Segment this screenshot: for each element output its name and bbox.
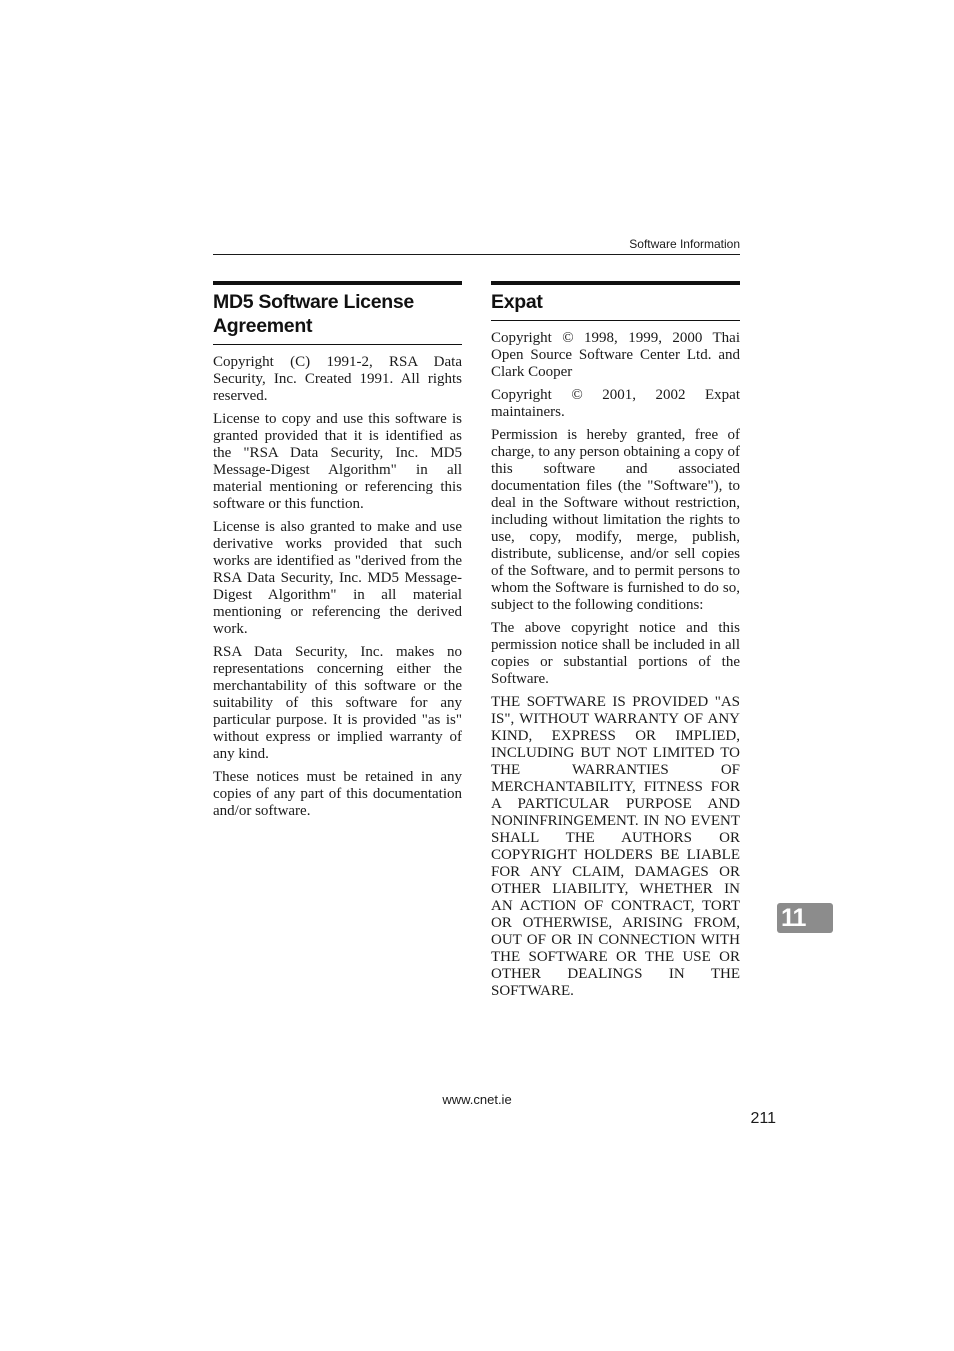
md5-paragraph-derivative: License is also granted to make and use derivative works provided that such works are identified as "derived from the RSA Data Security, Inc. MD5 Message-Digest Algorithm" in all material mentioning or referencing the derived work. xyxy=(213,519,462,637)
header-rule xyxy=(213,254,740,255)
md5-section-title xyxy=(213,281,462,345)
md5-title-line-1: MD5 Software License xyxy=(213,291,414,313)
expat-section-title xyxy=(491,281,740,321)
expat-paragraph-warranty: THE SOFTWARE IS PROVIDED "AS IS", WITHOUT WARRANTY OF ANY KIND, EXPRESS OR IMPLIED, INCLUDING BUT NOT LIMITED TO THE WARRANTIES OF MERCHANTABILITY, FITNESS FOR A PARTICULAR PURPOSE AND NONINFRINGEMENT. IN NO EVENT SHALL THE AUTHORS OR COPYRIGHT HOLDERS BE LIABLE FOR ANY CLAIM, DAMAGES OR OTHER LIABILITY, WHETHER IN AN ACTION OF CONTRACT, TORT OR OTHERWISE, ARISING FROM, OUT OF OR IN CONNECTION WITH THE SOFTWARE OR THE USE OR OTHER DEALINGS IN THE SOFTWARE. xyxy=(491,694,740,999)
expat-paragraph-copyright-1: Copyright © 1998, 1999, 2000 Thai Open Source Software Center Ltd. and Clark Cooper xyxy=(491,330,740,380)
expat-paragraph-notice: The above copyright notice and this permission notice shall be included in all copies or substantial portions of the Software. xyxy=(491,620,740,687)
md5-paragraph-notices: These notices must be retained in any copies of any part of this documentation and/or software. xyxy=(213,769,462,819)
expat-paragraph-permission: Permission is hereby granted, free of charge, to any person obtaining a copy of this software and associated documentation files (the "Software"), to deal in the Software without restriction, including without limitation the rights to use, copy, modify, merge, publish, distribute, sublicense, and/or sell copies of the Software, and to permit persons to whom the Software is furnished to do so, subject to the following conditions: xyxy=(491,427,740,613)
md5-paragraph-license: License to copy and use this software is granted provided that it is identified as the "RSA Data Security, Inc. MD5 Message-Digest Algorithm" in all material mentioning or referencing this software or this function. xyxy=(213,411,462,512)
md5-paragraph-disclaimer: RSA Data Security, Inc. makes no representations concerning either the merchantability of this software or the suitability of this software for any particular purpose. It is provided "as is" without express or implied warranty of any kind. xyxy=(213,644,462,762)
chapter-number: 11 xyxy=(781,904,806,932)
right-column xyxy=(491,281,740,1000)
expat-paragraph-copyright-2: Copyright © 2001, 2002 Expat maintainers. xyxy=(491,387,740,420)
md5-title-line-2: Agreement xyxy=(213,315,313,337)
page-number: 211 xyxy=(750,1110,776,1127)
md5-paragraph-copyright: Copyright (C) 1991-2, RSA Data Security, Inc. Created 1991. All rights reserved. xyxy=(213,354,462,404)
expat-title: Expat xyxy=(491,291,543,313)
footer-url: www.cnet.ie xyxy=(442,1092,512,1107)
left-column xyxy=(213,281,462,820)
chapter-tab xyxy=(777,903,833,933)
running-head: Software Information xyxy=(629,237,740,251)
